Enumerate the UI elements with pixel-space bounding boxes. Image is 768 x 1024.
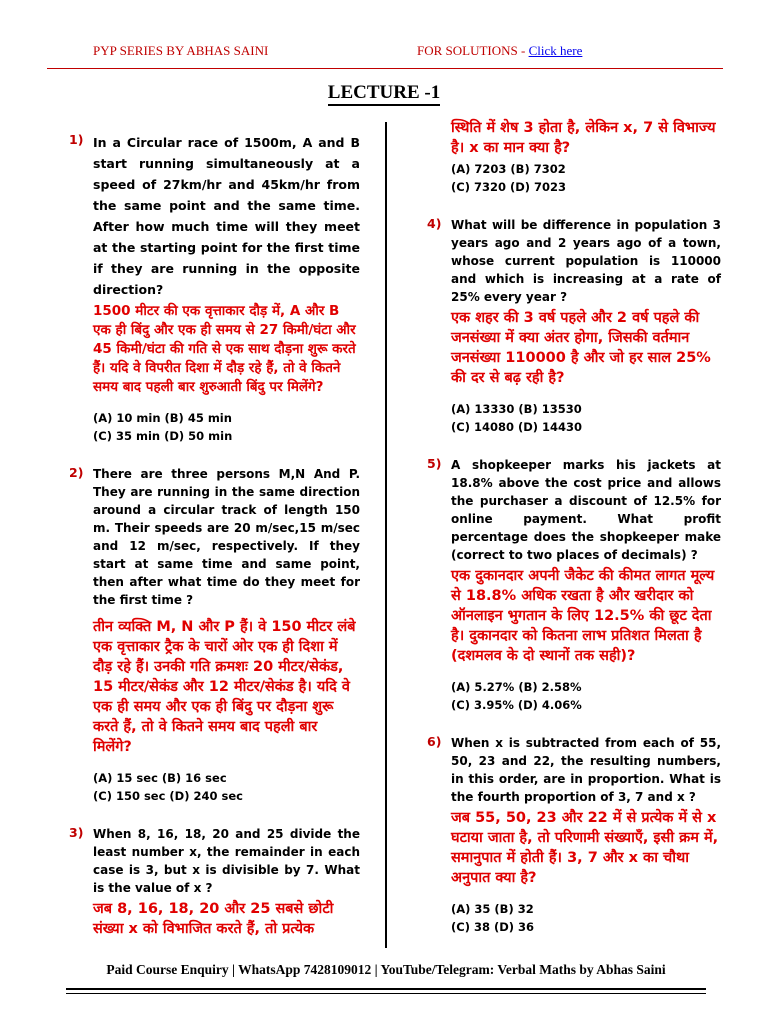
right-column bbox=[427, 118, 721, 936]
question-number: 2) bbox=[69, 465, 84, 480]
question-text-en: What will be difference in population 3 years ago and 2 years ago of a town, whose current population is 110000 and which is increasing at a rate of 25% every year ? bbox=[451, 218, 721, 304]
footer-rule bbox=[66, 993, 706, 994]
answer-options bbox=[451, 160, 721, 196]
options-line-2: (C) 7320 (D) 7023 bbox=[451, 180, 567, 194]
series-title: PYP SERIES BY ABHAS SAINI bbox=[93, 43, 269, 58]
question-number: 5) bbox=[427, 456, 442, 471]
options-line-1: (A) 10 min (B) 45 min bbox=[93, 411, 232, 425]
question-text-hi: तीन व्यक्ति M, N और P हैं। वे 150 मीटर लंबे एक वृत्ताकार ट्रैक के चारों ओर एक ही दिशा में दौड़ रहे हैं। उनकी गति क्रमशः 20 मीटर/सेकंड, 15 मीटर/सेकंड और 12 मीटर/सेकंड है। यदि वे एक ही समय और एक ही बिंदु पर दौड़ना शुरू करते हैं, तो वे कितने समय बाद पहली बार मिलेंगे? bbox=[93, 619, 356, 755]
options-line-2: (C) 14080 (D) 14430 bbox=[451, 420, 583, 434]
question-number: 1) bbox=[69, 132, 84, 147]
question-6 bbox=[427, 734, 721, 936]
question-1 bbox=[62, 132, 360, 445]
options-line-2: (C) 150 sec (D) 240 sec bbox=[93, 789, 243, 803]
question-text-hi: जब 55, 50, 23 और 22 में से प्रत्येक में से x घटाया जाता है, तो परिणामी संख्याएँ, इसी क्रम में, समानुपात में होती हैं। 3, 7 और x का चौथा अनुपात क्या है? bbox=[451, 810, 719, 886]
question-text-en: There are three persons M,N And P. They are running in the same direction around a circular track of length 150 m. Their speeds are 20 m/sec,15 m/sec and 12 m/sec, respectively. If they start at same time and same point, then after what time do they meet for the first time ? bbox=[93, 467, 360, 607]
question-3-continued bbox=[427, 118, 721, 196]
options-line-1: (A) 5.27% (B) 2.58% bbox=[451, 680, 582, 694]
question-2 bbox=[62, 465, 360, 805]
question-text-en: When 8, 16, 18, 20 and 25 divide the least number x, the remainder in each case is 3, but x is divisible by 7. What is the value of x ? bbox=[93, 827, 360, 895]
answer-options bbox=[93, 409, 360, 445]
answer-options bbox=[451, 900, 721, 936]
lecture-title-text: LECTURE -1 bbox=[328, 82, 440, 106]
question-text-en: When x is subtracted from each of 55, 50, 23 and 22, the resulting numbers, in this order, are in proportion. What is the fourth proportion of 3, 7 and x ? bbox=[451, 736, 721, 804]
question-text-en: In a Circular race of 1500m, A and B start running simultaneously at a speed of 27km/hr and 45km/hr from the same point and the same time. After how much time will they meet at the starting point for the first time if they are running in the opposite direction? bbox=[93, 135, 360, 297]
options-line-1: (A) 7203 (B) 7302 bbox=[451, 162, 566, 176]
options-line-2: (C) 35 min (D) 50 min bbox=[93, 429, 233, 443]
question-number: 4) bbox=[427, 216, 442, 231]
footer-text: Paid Course Enquiry | WhatsApp 7428109012 | YouTube/Telegram: Verbal Maths by Abhas Saini bbox=[106, 962, 666, 977]
question-text-hi: 1500 मीटर की एक वृत्ताकार दौड़ में, A और B एक ही बिंदु और एक ही समय से 27 किमी/घंटा और 45 किमी/घंटा की गति से एक साथ दौड़ना शुरू करते हैं। यदि वे विपरीत दिशा में दौड़ रहे हैं, तो वे कितने समय बाद पहली बार शुरुआती बिंदु पर मिलेंगे? bbox=[93, 303, 356, 395]
options-line-1: (A) 13330 (B) 13530 bbox=[451, 402, 582, 416]
header-bar bbox=[47, 43, 723, 69]
question-text-hi: एक शहर की 3 वर्ष पहले और 2 वर्ष पहले की जनसंख्या में क्या अंतर होगा, जिसकी वर्तमान जनसंख्या 110000 है और जो हर साल 25% की दर से बढ़ रही है? bbox=[451, 310, 711, 386]
column-divider bbox=[385, 122, 387, 948]
lecture-title bbox=[0, 82, 768, 104]
options-line-2: (C) 38 (D) 36 bbox=[451, 920, 535, 934]
question-text-en: A shopkeeper marks his jackets at 18.8% above the cost price and allows the purchaser a discount of 12.5% for online payment. What profit percentage does the shopkeeper make (correct to two places of decimals) ? bbox=[451, 458, 721, 562]
options-line-1: (A) 35 (B) 32 bbox=[451, 902, 534, 916]
answer-options bbox=[451, 400, 721, 436]
solutions-prefix: FOR SOLUTIONS - bbox=[417, 43, 529, 58]
answer-options bbox=[93, 769, 360, 805]
options-line-2: (C) 3.95% (D) 4.06% bbox=[451, 698, 582, 712]
question-number: 6) bbox=[427, 734, 442, 749]
question-text-hi-part2: स्थिति में शेष 3 होता है, लेकिन x, 7 से विभाज्य है। x का मान क्या है? bbox=[451, 120, 716, 156]
options-line-1: (A) 15 sec (B) 16 sec bbox=[93, 771, 227, 785]
click-here-link[interactable]: Click here bbox=[528, 43, 583, 58]
answer-options bbox=[451, 678, 721, 714]
solutions-text bbox=[417, 43, 582, 59]
footer bbox=[66, 962, 706, 990]
question-text-hi-part1: जब 8, 16, 18, 20 और 25 सबसे छोटी संख्या x को विभाजित करते हैं, तो प्रत्येक bbox=[93, 901, 334, 937]
question-5 bbox=[427, 456, 721, 714]
question-number: 3) bbox=[69, 825, 84, 840]
question-4 bbox=[427, 216, 721, 436]
question-3 bbox=[62, 825, 360, 939]
question-text-hi: एक दुकानदार अपनी जैकेट की कीमत लागत मूल्य से 18.8% अधिक रखता है और खरीदार को ऑनलाइन भुगतान के लिए 12.5% की छूट देता है। दुकानदार को कितना लाभ प्रतिशत मिलता है (दशमलव के दो स्थानों तक सही)? bbox=[451, 568, 715, 664]
left-column bbox=[62, 132, 360, 939]
